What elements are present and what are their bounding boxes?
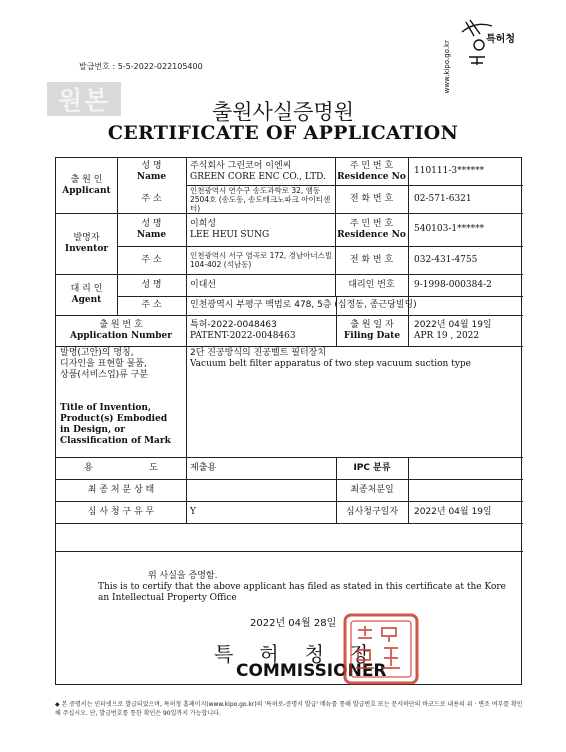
title-english: CERTIFICATE OF APPLICATION bbox=[107, 122, 459, 144]
agent-section-label: 대 리 인 Agent bbox=[70, 283, 103, 305]
final-date-label: 최종처분일 bbox=[350, 484, 394, 495]
inventor-phone-label: 전 화 번 호 bbox=[349, 254, 394, 265]
application-number-value: 특허-2022-0048463 PATENT-2022-0048463 bbox=[190, 319, 296, 341]
applicant-label-ko: 출 원 인 bbox=[70, 174, 103, 185]
filing-date-label: 출 원 일 자 Filing Date bbox=[343, 319, 401, 341]
commissioner-label: COMMISSIONER bbox=[236, 661, 387, 681]
rule bbox=[56, 523, 523, 524]
agent-code-label: 대리인 번호 bbox=[348, 279, 395, 290]
exam-request-label: 심 사 청 구 유 무 bbox=[87, 506, 155, 517]
invention-title-label: 발명(고안)의 명칭, 디자인을 표현할 물품, 상품(서비스업)류 구분 Title of Invention, Product(s) Embodied in Design, or Classification of Mark bbox=[60, 348, 171, 446]
exam-date-label: 심사청구일자 bbox=[345, 506, 399, 517]
agent-code-value: 9-1998-000384-2 bbox=[414, 279, 492, 290]
applicant-address-label: 주 소 bbox=[141, 193, 162, 204]
inventor-residence-label: 주 민 번 호 Residence No bbox=[337, 218, 406, 240]
rule bbox=[56, 346, 523, 347]
inventor-phone-value: 032-431-4755 bbox=[414, 254, 478, 265]
inventor-name-value: 이희성 LEE HEUI SUNG bbox=[190, 218, 270, 240]
applicant-residence-value: 110111-3****** bbox=[414, 166, 485, 176]
applicant-residence-label: 주 민 번 호 Residence No bbox=[337, 160, 406, 182]
applicant-section-label bbox=[56, 158, 117, 213]
agent-address-label: 주 소 bbox=[141, 300, 162, 310]
rule bbox=[186, 158, 187, 523]
certificate-table bbox=[55, 157, 522, 685]
certification-statement-en: This is to certify that the above applicant has filed as stated in this certificate at the Kore an Intellectual Property Office bbox=[98, 582, 506, 603]
purpose-label: 용 도 bbox=[84, 462, 158, 473]
applicant-name-label: 성 명 Name bbox=[136, 160, 167, 182]
issue-number: 발급번호 : 5-5-2022-022105400 bbox=[79, 62, 203, 71]
applicant-phone-label: 전 화 번 호 bbox=[349, 193, 394, 204]
exam-date-value: 2022년 04월 19일 bbox=[414, 506, 492, 517]
applicant-phone-value: 02-571-6321 bbox=[414, 193, 472, 204]
certification-date: 2022년 04월 28일 bbox=[250, 618, 337, 629]
application-number-label: 출 원 번 호 Application Number bbox=[69, 319, 173, 341]
official-seal-icon bbox=[342, 612, 420, 686]
rule bbox=[56, 551, 523, 552]
logo-text: 특허청 bbox=[486, 34, 515, 45]
ipc-label: IPC 분류 bbox=[353, 462, 391, 473]
rule bbox=[408, 457, 409, 523]
agent-name-label: 성 명 bbox=[141, 279, 162, 290]
certification-statement-ko: 위 사실을 증명함. bbox=[148, 571, 218, 581]
invention-title-value: 2단 진공방식의 진공벨트 필터장치 Vacuum belt filter apparatus of two step vacuum suction type bbox=[190, 348, 471, 369]
applicant-address-value: 인천광역시 연수구 송도과학로 32, 엠동 2504호 (송도동, 송도테크노파크 아이티센터) bbox=[190, 185, 331, 213]
title-korean: 출원사실증명원 bbox=[211, 100, 354, 124]
applicant-name-value: 주식회사 그린코어 이엔씨 GREEN CORE ENC CO., LTD. bbox=[190, 160, 326, 182]
ipc-value bbox=[414, 457, 522, 479]
exam-request-value: Y bbox=[190, 506, 196, 517]
final-date-value bbox=[414, 479, 522, 501]
agent-address-value: 인천광역시 부평구 백범로 478, 5층 (십정동, 종근당빌딩) bbox=[190, 300, 417, 310]
inventor-address-value: 인천광역시 서구 염곡로 172, 경남아너스빌 104-402 (석남동) bbox=[190, 251, 333, 269]
inventor-section-label: 발명자 Inventor bbox=[64, 232, 109, 254]
footnote: ◆ 본 증명서는 인터넷으로 발급되었으며, 특허청 홈페이지(www.kipo.go.kr)의 '특허로-증명서 발급' 메뉴를 통해 발급번호 또는 문서하단의 바코드로 내용의 위 · 변조 여부를 확인해 주십시오. 단, 발급번호를 통한 확인은 90일까지 가능합니다. bbox=[55, 701, 523, 717]
final-status-label: 최 종 처 분 상 태 bbox=[87, 484, 155, 495]
agent-name-value: 이대선 bbox=[190, 279, 217, 290]
rule bbox=[408, 158, 409, 346]
original-watermark: 원본 bbox=[47, 82, 121, 116]
purpose-value: 제출용 bbox=[190, 462, 217, 473]
inventor-name-label: 성 명 Name bbox=[136, 218, 167, 240]
final-status-value bbox=[190, 479, 334, 501]
inventor-address-label: 주 소 bbox=[141, 254, 162, 265]
filing-date-value: 2022년 04월 19일 APR 19 , 2022 bbox=[414, 319, 492, 341]
inventor-residence-value: 540103-1****** bbox=[414, 224, 485, 234]
kipo-url: www.kipo.go.kr bbox=[443, 40, 451, 94]
office-name-ko: 특허청장 bbox=[214, 642, 396, 666]
applicant-label-en: Applicant bbox=[62, 185, 111, 196]
